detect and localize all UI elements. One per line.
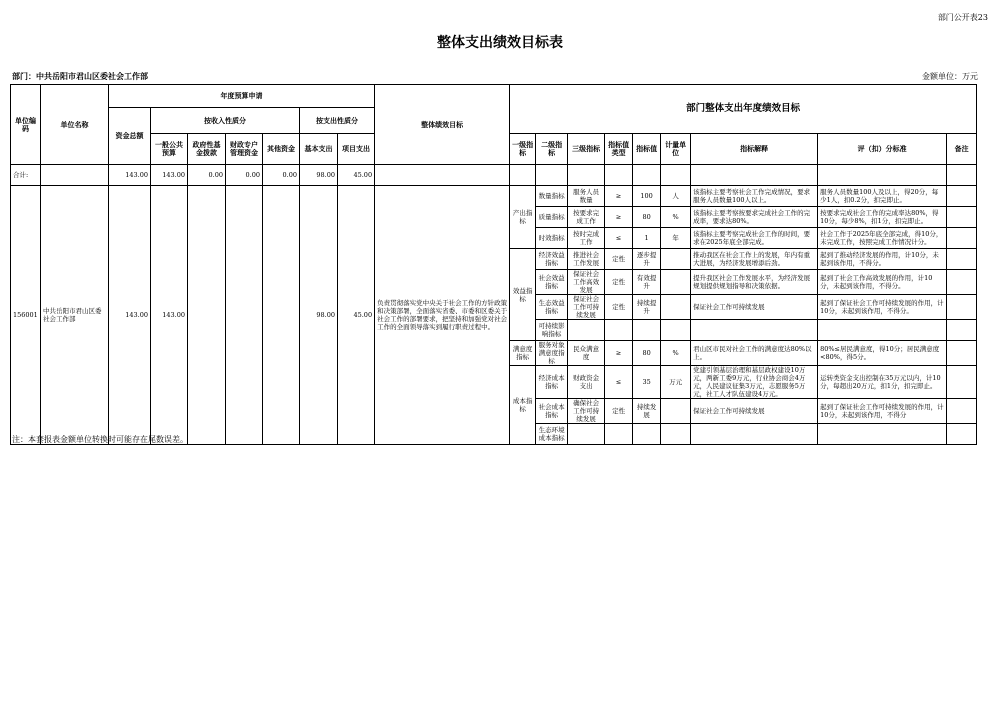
header-level3: 三级指标 (568, 134, 605, 165)
level2: 时效指标 (536, 228, 568, 249)
total-fiscal: 0.00 (226, 165, 263, 186)
explain: 提升我区社会工作发展水平，为经济发展规划提供规划指导和决策依据。 (691, 270, 818, 295)
value: 持续发展 (633, 399, 661, 424)
measure-unit: 人 (661, 186, 691, 207)
value-type: ≥ (605, 341, 633, 366)
header-annual-budget: 年度预算申请 (109, 85, 375, 108)
level2: 社会成本指标 (536, 399, 568, 424)
measure-unit: 万元 (661, 366, 691, 399)
scoring: 起到了保证社会工作可持续发展的作用，计10分，未起到该作用，不得分。 (818, 295, 947, 320)
level3: 服务人员数量 (568, 186, 605, 207)
value: 80 (633, 341, 661, 366)
value: 100 (633, 186, 661, 207)
header-level1: 一级指标 (510, 134, 536, 165)
scoring: 80%≤居民满意度，得10分；居民满意度<80%，得5分。 (818, 341, 947, 366)
scoring: 起到了社会工作高效发展的作用，计10分，未起到该作用，不得分。 (818, 270, 947, 295)
total-other: 0.00 (263, 165, 300, 186)
header-other-funds: 其他资金 (263, 134, 300, 165)
header-level2: 二级指标 (536, 134, 568, 165)
scoring (818, 424, 947, 445)
level1-satisfaction: 满意度指标 (510, 341, 536, 366)
header-total-funds: 资金总额 (109, 108, 151, 165)
value: 1 (633, 228, 661, 249)
level2: 生态环境成本指标 (536, 424, 568, 445)
value-type: 定性 (605, 249, 633, 270)
level3: 推进社会工作发展 (568, 249, 605, 270)
header-general-budget: 一般公共预算 (151, 134, 188, 165)
level3: 按要求完成工作 (568, 207, 605, 228)
unit-basic: 98.00 (300, 186, 338, 445)
explain: 保证社会工作可持续发展 (691, 399, 818, 424)
value-type (605, 320, 633, 341)
scoring (818, 320, 947, 341)
remark (947, 270, 977, 295)
explain (691, 424, 818, 445)
header-by-source: 按收入性质分 (151, 108, 300, 134)
value-type: 定性 (605, 295, 633, 320)
scoring: 社会工作于2025年底全部完成，得10分，未完成工作，按照完成工作情况计分。 (818, 228, 947, 249)
measure-unit: 年 (661, 228, 691, 249)
value-type (605, 424, 633, 445)
level3: 财政资金支出 (568, 366, 605, 399)
level3 (568, 320, 605, 341)
scoring: 服务人员数量100人及以上，得20分，每少1人，扣0.2分，扣完即止。 (818, 186, 947, 207)
performance-goal-table (10, 84, 977, 445)
total-row (11, 165, 977, 186)
scoring: 起到了推动经济发展的作用，计10分，未起到该作用，不得分。 (818, 249, 947, 270)
value: 持续提升 (633, 295, 661, 320)
measure-unit (661, 249, 691, 270)
value-type: ≤ (605, 366, 633, 399)
level3: 保证社会工作高效发展 (568, 270, 605, 295)
scoring: 按要求完成社会工作的完成率达80%，得10分，每少8%，扣1分，扣完即止。 (818, 207, 947, 228)
total-basic: 98.00 (300, 165, 338, 186)
level2: 服务对象满意度指标 (536, 341, 568, 366)
footnote: 注：本套报表金额单位转换时可能存在尾数误差。 (12, 435, 188, 444)
scoring: 起到了保证社会工作可持续发展的作用，计10分，未起到该作用，不得分 (818, 399, 947, 424)
explain: 保证社会工作可持续发展 (691, 295, 818, 320)
value-type: ≥ (605, 186, 633, 207)
explain: 该指标主要考察按要求完成社会工作的完成率，要求达80%。 (691, 207, 818, 228)
level2: 经济成本指标 (536, 366, 568, 399)
measure-unit (661, 320, 691, 341)
header-value-type: 指标值类型 (605, 134, 633, 165)
measure-unit (661, 399, 691, 424)
value: 逐步提升 (633, 249, 661, 270)
remark (947, 341, 977, 366)
page-number: 部门公开表23 (937, 13, 988, 22)
value-type: 定性 (605, 399, 633, 424)
level2: 经济效益指标 (536, 249, 568, 270)
header-basic-exp: 基本支出 (300, 134, 338, 165)
unit-code: 156001 (11, 186, 41, 445)
remark (947, 366, 977, 399)
remark (947, 399, 977, 424)
value: 有效提升 (633, 270, 661, 295)
total-funds: 143.00 (109, 165, 151, 186)
measure-unit (661, 424, 691, 445)
measure-unit (661, 270, 691, 295)
header-unit-code: 单位编码 (11, 85, 41, 165)
total-general: 143.00 (151, 165, 188, 186)
header-value: 指标值 (633, 134, 661, 165)
remark (947, 320, 977, 341)
page-title: 整体支出绩效目标表 (437, 35, 563, 51)
level3: 民众满意度 (568, 341, 605, 366)
department-label: 部门：中共岳阳市君山区委社会工作部 (12, 71, 148, 81)
header-explain: 指标解释 (691, 134, 818, 165)
level1-cost: 成本指标 (510, 366, 536, 445)
value (633, 424, 661, 445)
header-scoring: 评（扣）分标准 (818, 134, 947, 165)
explain: 该指标主要考察社会工作完成情况，要求服务人员数量100人以上。 (691, 186, 818, 207)
header-measure-unit: 计量单位 (661, 134, 691, 165)
total-gov-fund: 0.00 (188, 165, 226, 186)
level3 (568, 424, 605, 445)
level2: 生态效益指标 (536, 295, 568, 320)
value-type: ≤ (605, 228, 633, 249)
level1-benefit: 效益指标 (510, 249, 536, 341)
header-dept-goal: 部门整体支出年度绩效目标 (510, 85, 977, 134)
value (633, 320, 661, 341)
explain: 党建引领基层治理和基层政权建设10万元，两新工委9万元，行业协会商会4万元，人民建议征集3万元，志愿服务5万元，社工人才队伍建设4万元。 (691, 366, 818, 399)
overall-goal-text: 负责贯彻落实党中央关于社会工作的方针政策和决策部署，全面落实省委、市委和区委关于社会工作的部署要求，把坚持和加强党对社会工作的全面领导落实到履行职责过程中。 (375, 186, 510, 445)
remark (947, 207, 977, 228)
explain (691, 320, 818, 341)
scoring: 运转类资金支出控制在35万元以内，计10分，每超出20万元，扣1分，扣完即止。 (818, 366, 947, 399)
level2: 数量指标 (536, 186, 568, 207)
measure-unit: % (661, 341, 691, 366)
value: 35 (633, 366, 661, 399)
header-remark: 备注 (947, 134, 977, 165)
value-type: 定性 (605, 270, 633, 295)
explain: 君山区市民对社会工作的满意度达80%以上。 (691, 341, 818, 366)
value: 80 (633, 207, 661, 228)
unit-name: 中共岳阳市君山区委社会工作部 (41, 186, 109, 445)
remark (947, 228, 977, 249)
level2: 可持续影响指标 (536, 320, 568, 341)
explain: 推动我区在社会工作上的发展，年内有重大进展，为经济发展增添后劲。 (691, 249, 818, 270)
total-project: 45.00 (338, 165, 375, 186)
explain: 该指标主要考察完成社会工作的时间，要求在2025年底全部完成。 (691, 228, 818, 249)
header-overall-goal: 整体绩效目标 (375, 85, 510, 165)
amount-unit-label: 金额单位：万元 (922, 72, 978, 81)
header-fiscal-special: 财政专户管理资金 (226, 134, 263, 165)
total-label: 合计: (11, 165, 41, 186)
remark (947, 249, 977, 270)
level2: 社会效益指标 (536, 270, 568, 295)
level3: 按时完成工作 (568, 228, 605, 249)
value-type: ≥ (605, 207, 633, 228)
unit-general: 143.00 (151, 186, 188, 445)
table-row (11, 186, 977, 207)
header-gov-fund: 政府性基金拨款 (188, 134, 226, 165)
level2: 质量指标 (536, 207, 568, 228)
header-project-exp: 项目支出 (338, 134, 375, 165)
header-by-nature: 按支出性质分 (300, 108, 375, 134)
unit-project: 45.00 (338, 186, 375, 445)
header-unit-name: 单位名称 (41, 85, 109, 165)
measure-unit: % (661, 207, 691, 228)
level3: 确保社会工作可持续发展 (568, 399, 605, 424)
level3: 保证社会工作可持续发展 (568, 295, 605, 320)
remark (947, 424, 977, 445)
level1-output: 产出指标 (510, 186, 536, 249)
unit-total: 143.00 (109, 186, 151, 445)
measure-unit (661, 295, 691, 320)
remark (947, 295, 977, 320)
remark (947, 186, 977, 207)
